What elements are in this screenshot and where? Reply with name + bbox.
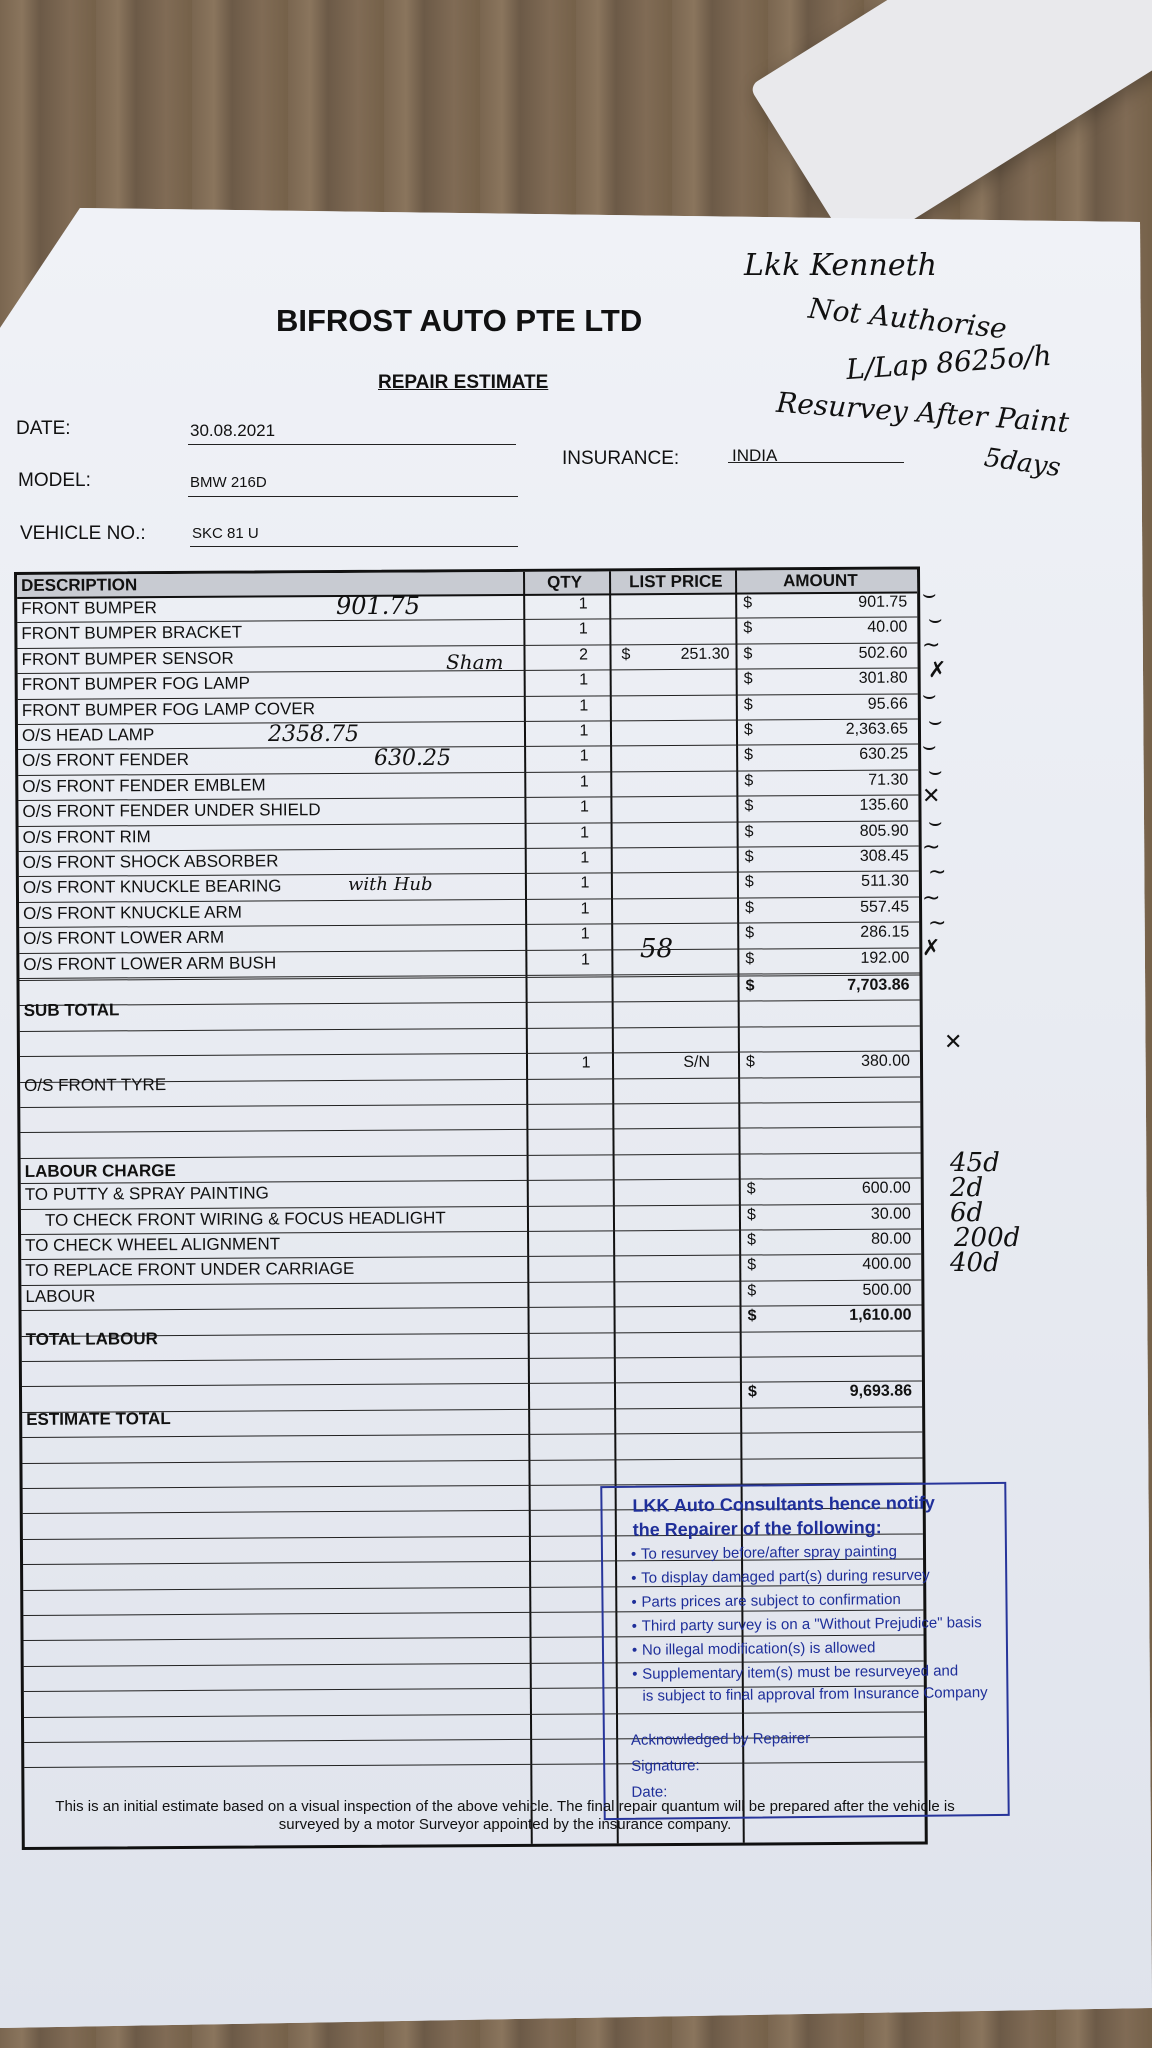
stamp-bullet: • To resurvey before/after spray painting (641, 1543, 897, 1563)
document-title: REPAIR ESTIMATE (378, 372, 549, 393)
date-value: 30.08.2021 (190, 421, 276, 440)
tick-mark: ⌣ (922, 733, 937, 759)
stamp-date: Date: (631, 1783, 668, 1801)
head-lamp-handwritten-note: 2358.75 (268, 722, 359, 747)
item-qty: 1 (578, 595, 588, 613)
footer-note: This is an initial estimate based on a visual inspection of the above vehicle. The final repair quantum will be prepared after the vehicle is surveyed by a motor Surveyor appointed by the insurance company. (55, 1798, 955, 1833)
tyre-qty: 1 (581, 1054, 591, 1072)
item-amount: 95.66 (867, 695, 908, 713)
estimate-total-currency: $ (747, 1383, 757, 1401)
item-amount: 40.00 (867, 618, 908, 637)
item-qty: 1 (580, 824, 590, 842)
labour-description: TO PUTTY & SPRAY PAINTING (24, 1183, 269, 1205)
bush-handwritten-note: 58 (640, 934, 674, 964)
item-qty: 1 (579, 722, 589, 740)
item-qty: 1 (579, 747, 589, 765)
item-amount: 135.60 (859, 796, 909, 815)
item-amount: 805.90 (859, 822, 909, 840)
item-qty: 1 (580, 874, 590, 892)
labour-charge-label: LABOUR CHARGE (24, 1160, 176, 1181)
item-qty: 1 (580, 849, 590, 867)
handwritten-note-3: Resurvey After Paint (775, 385, 1071, 440)
handwritten-name: Lkk Kenneth (744, 248, 937, 283)
item-amount: 557.45 (860, 898, 910, 916)
cross-mark: ✕ (922, 784, 941, 810)
model-label: MODEL: (18, 470, 91, 491)
tick-mark: ~ (922, 632, 941, 658)
header-description: DESCRIPTION (21, 575, 138, 595)
amount-currency: $ (744, 746, 754, 764)
model-value: BMW 216D (190, 474, 267, 491)
header-list-price: LIST PRICE (629, 571, 723, 592)
fender-handwritten-note: 630.25 (374, 746, 451, 771)
row-line (21, 1152, 921, 1158)
row-line (20, 1127, 920, 1133)
tyre-currency: $ (745, 1053, 755, 1071)
stamp-bullet: • To display damaged part(s) during resurvey (641, 1567, 930, 1587)
item-amount: 192.00 (860, 949, 910, 967)
item-description: O/S FRONT KNUCKLE ARM (23, 902, 242, 923)
labour-amount: 500.00 (862, 1281, 912, 1299)
labour-description: TO REPLACE FRONT UNDER CARRIAGE (25, 1259, 355, 1281)
labour-description: TO CHECK FRONT WIRING & FOCUS HEADLIGHT (44, 1207, 446, 1230)
cross-mark: ✕ (944, 1030, 963, 1055)
item-description: O/S FRONT KNUCKLE BEARING (22, 876, 282, 898)
tick-mark: ~ (928, 860, 947, 886)
cross-mark: ✗ (928, 657, 947, 683)
total-labour-amount: 1,610.00 (849, 1306, 912, 1325)
item-description: FRONT BUMPER BRACKET (21, 622, 243, 644)
tick-mark: ⌣ (922, 582, 937, 607)
header-qty: QTY (547, 572, 583, 592)
stamp-bullet-continued: is subject to final approval from Insurance Company (642, 1684, 988, 1705)
total-labour-currency: $ (747, 1307, 757, 1325)
item-description: FRONT BUMPER (21, 598, 157, 618)
tick-mark: ~ (922, 835, 941, 860)
row-line (22, 1355, 922, 1361)
item-description: O/S FRONT FENDER UNDER SHIELD (22, 800, 321, 822)
cross-mark: ✗ (922, 936, 941, 962)
item-amount: 630.25 (859, 745, 909, 764)
item-description: O/S FRONT SHOCK ABSORBER (22, 851, 279, 872)
subtotal-label: SUB TOTAL (23, 1000, 120, 1021)
row-line (20, 1000, 920, 1006)
tick-mark: ~ (928, 910, 947, 936)
col-divider-qty (523, 572, 533, 1844)
tick-mark: ⌣ (928, 809, 943, 835)
item-amount: 301.80 (858, 669, 908, 688)
labour-amount: 600.00 (861, 1179, 911, 1198)
item-qty: 1 (580, 900, 590, 918)
bearing-handwritten-note: with Hub (348, 874, 433, 895)
row-line (22, 1457, 922, 1463)
subtotal-currency: $ (745, 977, 755, 995)
stamp-line-1: LKK Auto Consultants hence notify (632, 1492, 935, 1516)
labour-currency: $ (747, 1282, 757, 1300)
item-description: O/S HEAD LAMP (21, 725, 155, 745)
item-description: O/S FRONT FENDER (22, 750, 190, 771)
bumper-handwritten-note: 901.75 (336, 592, 420, 620)
insurance-label: INSURANCE: (562, 448, 680, 469)
handwritten-note-4: 5days (982, 442, 1063, 484)
stamp-bullet: • Supplementary item(s) must be resurveyed and (642, 1662, 958, 1682)
tick-mark: ~ (922, 885, 941, 911)
item-qty: 1 (579, 671, 589, 689)
company-name: BIFROST AUTO PTE LTD (276, 303, 643, 338)
item-amount: 901.75 (858, 593, 908, 611)
item-qty: 1 (579, 773, 589, 791)
labour-amount: 30.00 (870, 1205, 911, 1223)
item-description: O/S FRONT FENDER EMBLEM (22, 775, 266, 796)
stamp-bullet: • No illegal modification(s) is allowed (642, 1639, 876, 1658)
item-list-price: 251.30 (680, 645, 730, 663)
stamp-bullet: • Parts prices are subject to confirmation (641, 1591, 900, 1611)
estimate-total-label: ESTIMATE TOTAL (26, 1408, 171, 1429)
labour-description: LABOUR (25, 1286, 96, 1306)
labour-handwritten-note: 40d (950, 1248, 1000, 1278)
subtotal-amount: 7,703.86 (847, 976, 910, 994)
insurance-value: INDIA (732, 446, 778, 465)
amount-currency: $ (743, 645, 753, 663)
amount-currency: $ (744, 848, 754, 866)
item-description: O/S FRONT LOWER ARM (23, 927, 225, 949)
tyre-amount: 380.00 (861, 1052, 911, 1071)
item-amount: 2,363.65 (845, 720, 909, 738)
consultant-stamp (600, 1482, 1009, 1820)
amount-currency: $ (744, 797, 754, 815)
estimate-total-amount: 9,693.86 (849, 1382, 913, 1401)
vehicle-label: VEHICLE NO.: (20, 523, 146, 544)
stamp-line-2: the Repairer of the following: (632, 1517, 882, 1540)
amount-currency: $ (743, 594, 753, 612)
item-amount: 286.15 (860, 923, 910, 942)
date-label: DATE: (16, 418, 71, 439)
tyre-description: O/S FRONT TYRE (24, 1074, 167, 1095)
item-qty: 1 (580, 925, 590, 943)
item-qty: 1 (580, 951, 590, 969)
tick-mark: ⌣ (928, 708, 943, 734)
item-description: O/S FRONT LOWER ARM BUSH (23, 952, 277, 974)
labour-currency: $ (747, 1256, 757, 1274)
stamp-bullet: • Third party survey is on a "Without Prejudice" basis (642, 1614, 982, 1635)
list-price-currency: $ (621, 646, 631, 664)
amount-currency: $ (743, 721, 753, 739)
stamp-signature: Signature: (631, 1757, 700, 1775)
labour-handwritten-note: 45d (950, 1148, 1000, 1178)
labour-handwritten-note: 200d (954, 1223, 1021, 1253)
amount-currency: $ (743, 619, 753, 637)
item-description: FRONT BUMPER FOG LAMP (21, 673, 251, 695)
amount-currency: $ (744, 873, 754, 891)
insurance-underline (728, 462, 904, 463)
item-description: FRONT BUMPER SENSOR (21, 648, 234, 669)
labour-amount: 400.00 (862, 1255, 912, 1274)
row-line (20, 1025, 920, 1031)
amount-currency: $ (743, 670, 753, 688)
handwritten-note-2: L/Lap 8625o/h (845, 338, 1053, 387)
amount-currency: $ (743, 696, 753, 714)
stamp-acknowledged: Acknowledged by Repairer (630, 1729, 811, 1749)
item-qty: 1 (579, 697, 589, 715)
handwritten-note-1: Not Authorise (806, 291, 1009, 346)
amount-currency: $ (744, 772, 754, 790)
total-labour-label: TOTAL LABOUR (25, 1328, 158, 1349)
row-line (22, 1432, 922, 1438)
labour-handwritten-note: 6d (950, 1198, 984, 1228)
item-description: FRONT BUMPER FOG LAMP COVER (21, 698, 316, 720)
sensor-handwritten-note: Sham (446, 650, 504, 674)
amount-currency: $ (745, 950, 755, 968)
tick-mark: ⌣ (928, 759, 943, 785)
item-amount: 511.30 (861, 872, 909, 891)
labour-currency: $ (746, 1206, 756, 1224)
labour-handwritten-note: 2d (950, 1173, 984, 1203)
item-description: O/S FRONT RIM (22, 826, 151, 847)
date-underline (188, 444, 516, 445)
item-qty: 1 (578, 620, 588, 638)
vehicle-underline (190, 546, 518, 547)
labour-amount: 80.00 (870, 1230, 912, 1248)
header-amount: AMOUNT (783, 570, 858, 591)
amount-currency: $ (745, 899, 755, 917)
model-underline (188, 496, 518, 497)
item-amount: 308.45 (859, 847, 909, 865)
item-qty: 1 (579, 798, 589, 816)
item-amount: 71.30 (868, 771, 909, 789)
vehicle-value: SKC 81 U (192, 525, 259, 542)
item-qty: 2 (579, 646, 589, 664)
labour-currency: $ (747, 1231, 757, 1249)
row-line (20, 1101, 920, 1107)
item-amount: 502.60 (858, 644, 908, 662)
labour-currency: $ (746, 1180, 756, 1198)
amount-currency: $ (745, 924, 755, 942)
labour-description: TO CHECK WHEEL ALIGNMENT (25, 1234, 281, 1255)
tick-mark: ⌣ (922, 683, 937, 709)
amount-currency: $ (744, 823, 754, 841)
tick-mark: ⌣ (928, 607, 943, 633)
tyre-list-price: S/N (683, 1053, 711, 1072)
